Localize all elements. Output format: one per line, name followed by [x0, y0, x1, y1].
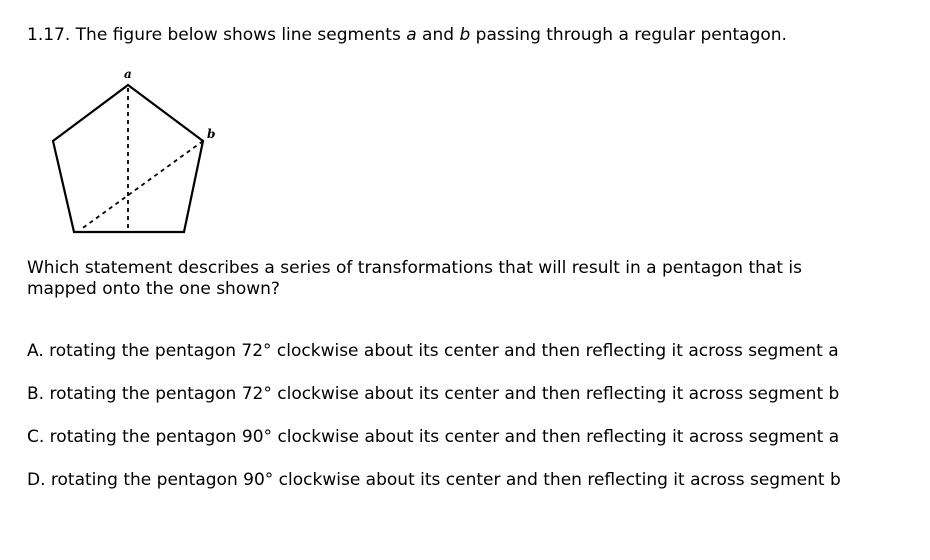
pentagon-figure [40, 66, 240, 241]
label-a: a [124, 67, 132, 81]
choice-b[interactable]: B. rotating the pentagon 72° clockwise about its center and then reflecting it across segment b [27, 384, 840, 404]
segment-b [80, 141, 203, 230]
question-text-2: and [416, 25, 460, 45]
question-title [27, 24, 787, 46]
question-var-a: a [406, 25, 417, 45]
question-var-b: b [459, 25, 471, 45]
choice-d[interactable]: D. rotating the pentagon 90° clockwise about its center and then reflecting it across segment b [27, 470, 841, 490]
question-text-3: passing through a regular pentagon. [470, 25, 787, 45]
question-prompt: Which statement describes a series of transformations that will result in a pentagon that is mapped onto the one shown? [27, 258, 802, 299]
question-text-1: The figure below shows line segments [75, 25, 407, 45]
pentagon-svg [40, 66, 240, 241]
label-b: b [207, 127, 216, 141]
choice-c[interactable]: C. rotating the pentagon 90° clockwise about its center and then reflecting it across segment a [27, 427, 840, 447]
question-number: 1.17. [27, 25, 71, 45]
choice-a[interactable]: A. rotating the pentagon 72° clockwise about its center and then reflecting it across segment a [27, 341, 839, 361]
